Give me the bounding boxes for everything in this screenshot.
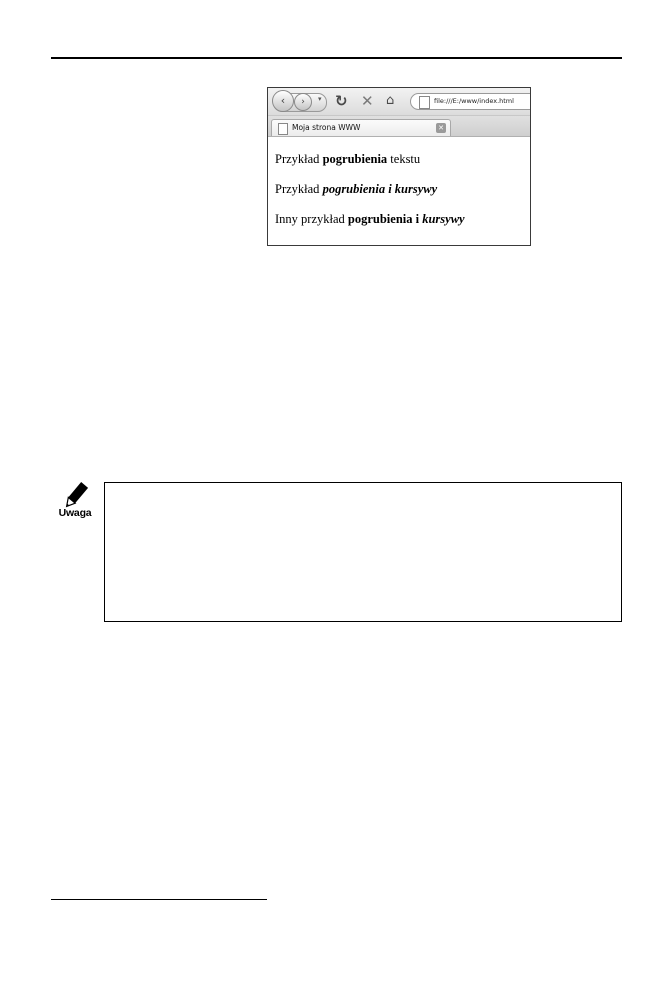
reload-icon[interactable]: ↻ xyxy=(335,92,348,110)
tab-moja-strona[interactable] xyxy=(271,119,451,136)
tab-title: Moja strona WWW xyxy=(292,123,361,132)
content-line-2: Przykład pogrubienia i kursywy xyxy=(275,182,438,196)
tab-page-icon xyxy=(278,123,288,135)
forward-arrow-icon[interactable]: › xyxy=(294,93,312,111)
note-box xyxy=(104,482,622,622)
close-icon[interactable]: ✕ xyxy=(436,123,446,133)
stop-icon[interactable]: ✕ xyxy=(361,92,374,110)
back-arrow-icon[interactable]: ‹ xyxy=(272,90,294,112)
browser-toolbar xyxy=(268,88,530,116)
tab-strip xyxy=(268,116,530,137)
address-text: file:///E:/www/index.html xyxy=(434,97,514,105)
home-icon[interactable]: ⌂ xyxy=(386,93,395,108)
address-bar[interactable] xyxy=(410,93,531,110)
note-label: Uwaga xyxy=(58,507,92,519)
top-rule xyxy=(51,57,622,59)
footnote-rule xyxy=(51,899,267,900)
pencil-icon xyxy=(54,482,98,526)
browser-window-screenshot xyxy=(267,87,531,246)
page-content xyxy=(275,152,465,242)
content-line-3: Inny przykład pogrubienia i kursywy xyxy=(275,212,465,226)
page-icon xyxy=(419,96,430,109)
history-dropdown-icon[interactable]: ▾ xyxy=(318,95,322,103)
content-line-1: Przykład pogrubienia tekstu xyxy=(275,152,421,166)
